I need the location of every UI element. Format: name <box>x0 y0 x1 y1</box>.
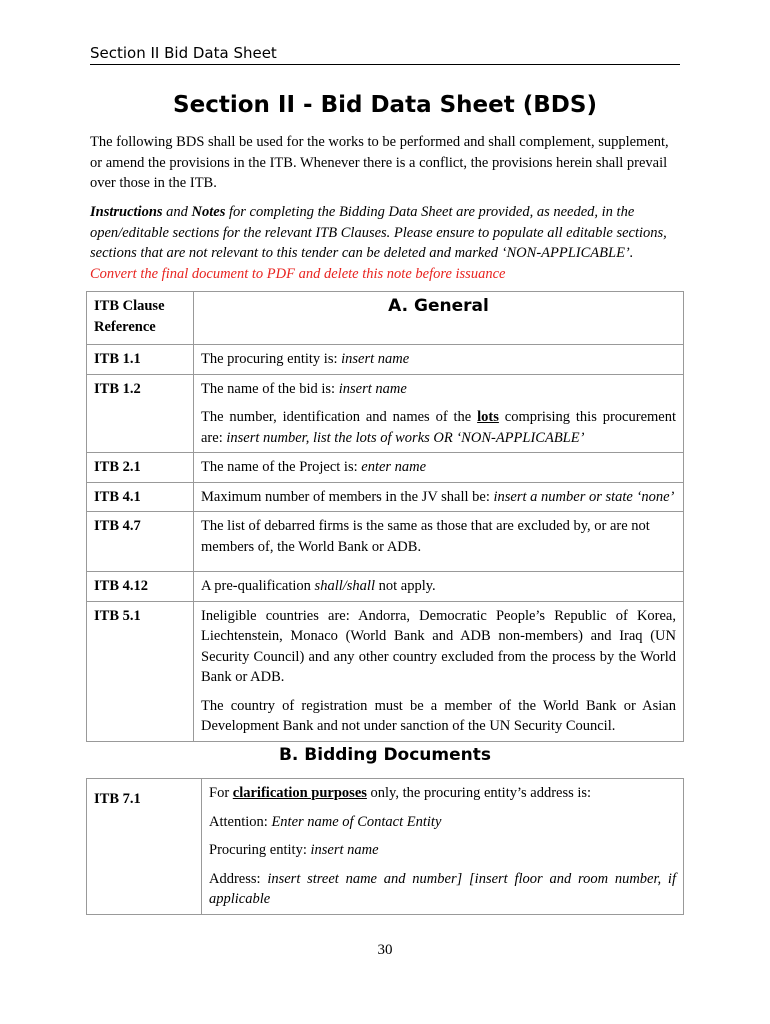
and-word: and <box>162 204 192 220</box>
text: not apply. <box>374 578 436 594</box>
clause-ref: ITB 1.1 <box>87 345 194 375</box>
page-title: Section II - Bid Data Sheet (BDS) <box>173 92 597 118</box>
table-row <box>87 345 684 375</box>
paragraph <box>209 812 676 833</box>
clause-text <box>202 779 684 915</box>
clause-text <box>194 512 684 572</box>
section-b-heading: B. Bidding Documents <box>278 745 492 765</box>
placeholder-text: insert number, list the lots of works OR ‘NON-APPLICABLE’ <box>226 429 585 446</box>
text: only, the procuring entity’s address is: <box>366 785 592 801</box>
clause-text <box>194 374 684 453</box>
clause-ref-header: ITB Clause Reference <box>87 292 194 345</box>
clause-ref: ITB 7.1 <box>87 779 202 915</box>
table-header-row <box>87 292 684 345</box>
placeholder-text: shall/shall <box>314 578 375 594</box>
placeholder-text: insert name <box>341 351 410 367</box>
clause-ref: ITB 4.7 <box>87 512 194 572</box>
clarification-purposes: clarification purposes <box>232 785 367 801</box>
lots-word: lots <box>477 409 499 425</box>
page-number: 30 <box>377 942 393 958</box>
placeholder-text: insert name <box>338 380 407 397</box>
paragraph <box>209 869 676 910</box>
table-row <box>87 482 684 512</box>
paragraph: The country of registration must be a member of the World Bank or Asian Development Bank and not under sanction of the UN Security Council. <box>201 697 676 734</box>
attention-value: Enter name of Contact Entity <box>271 813 442 830</box>
paragraph <box>201 379 676 400</box>
red-note: Convert the final document to PDF and delete this note before issuance <box>90 265 506 282</box>
section-b-table <box>86 778 684 915</box>
clause-ref: ITB 2.1 <box>87 453 194 483</box>
instructions-note <box>90 202 680 284</box>
text: The number, identification and names of the <box>201 409 478 425</box>
clause-ref: ITB 4.12 <box>87 572 194 602</box>
attention-label: Attention: <box>209 813 272 830</box>
instructions-text: for completing the Bidding Data Sheet are provided, as needed, in the open/editable sections for the relevant ITB Clauses. Please ensure to populate all editable sections, sections that are not relevant to this tender can be deleted and marked ‘NON-APPLICABLE’. <box>90 204 667 261</box>
section-a-heading: A. General <box>194 292 684 345</box>
address-value: insert street name and number] [insert floor and room number, if applicable <box>209 870 676 907</box>
clause-ref: ITB 1.2 <box>87 374 194 453</box>
clause-text <box>194 453 684 483</box>
text: A pre-qualification <box>201 578 315 594</box>
table-row <box>87 374 684 453</box>
table-row <box>87 572 684 602</box>
paragraph <box>209 783 676 804</box>
paragraph: Ineligible countries are: Andorra, Democratic People’s Republic of Korea, Liechtenstein, Monaco (World Bank and ADB non-members) and Iraq (UN Security Council) and any other country excluded from the process by the World Bank or ADB. <box>201 607 676 685</box>
text: The name of the Project is: <box>201 459 362 475</box>
text: The procuring entity is: <box>201 351 342 367</box>
text: The name of the bid is: <box>201 380 339 397</box>
clause-text <box>194 601 684 741</box>
instructions-word: Instructions <box>90 204 163 220</box>
paragraph <box>201 407 676 448</box>
text: For <box>209 785 233 801</box>
intro-paragraph: The following BDS shall be used for the works to be performed and shall complement, supplement, or amend the provisions in the ITB. Whenever there is a conflict, the provisions herein shall prevail over those in the ITB. <box>90 134 669 191</box>
placeholder-text: insert a number or state ‘none’ <box>493 488 675 505</box>
procuring-entity-value: insert name <box>310 842 379 858</box>
clause-text <box>194 482 684 512</box>
notes-word: Notes <box>191 204 226 220</box>
clause-ref: ITB 5.1 <box>87 601 194 741</box>
text: The list of debarred firms is the same as those that are excluded by, or are not members of, the World Bank or ADB. <box>201 518 650 555</box>
table-row <box>87 512 684 572</box>
table-row <box>87 453 684 483</box>
clause-text <box>194 572 684 602</box>
running-header: Section II Bid Data Sheet <box>90 44 680 65</box>
text: Maximum number of members in the JV shall be: <box>201 488 494 505</box>
paragraph <box>209 840 676 861</box>
address-label: Address: <box>209 870 268 887</box>
section-a-table <box>86 291 684 742</box>
text: comprising this procurement are: <box>201 409 676 446</box>
table-row <box>87 779 684 915</box>
placeholder-text: enter name <box>361 459 427 475</box>
clause-ref: ITB 4.1 <box>87 482 194 512</box>
table-row <box>87 601 684 741</box>
procuring-entity-label: Procuring entity: <box>209 842 311 858</box>
clause-text <box>194 345 684 375</box>
